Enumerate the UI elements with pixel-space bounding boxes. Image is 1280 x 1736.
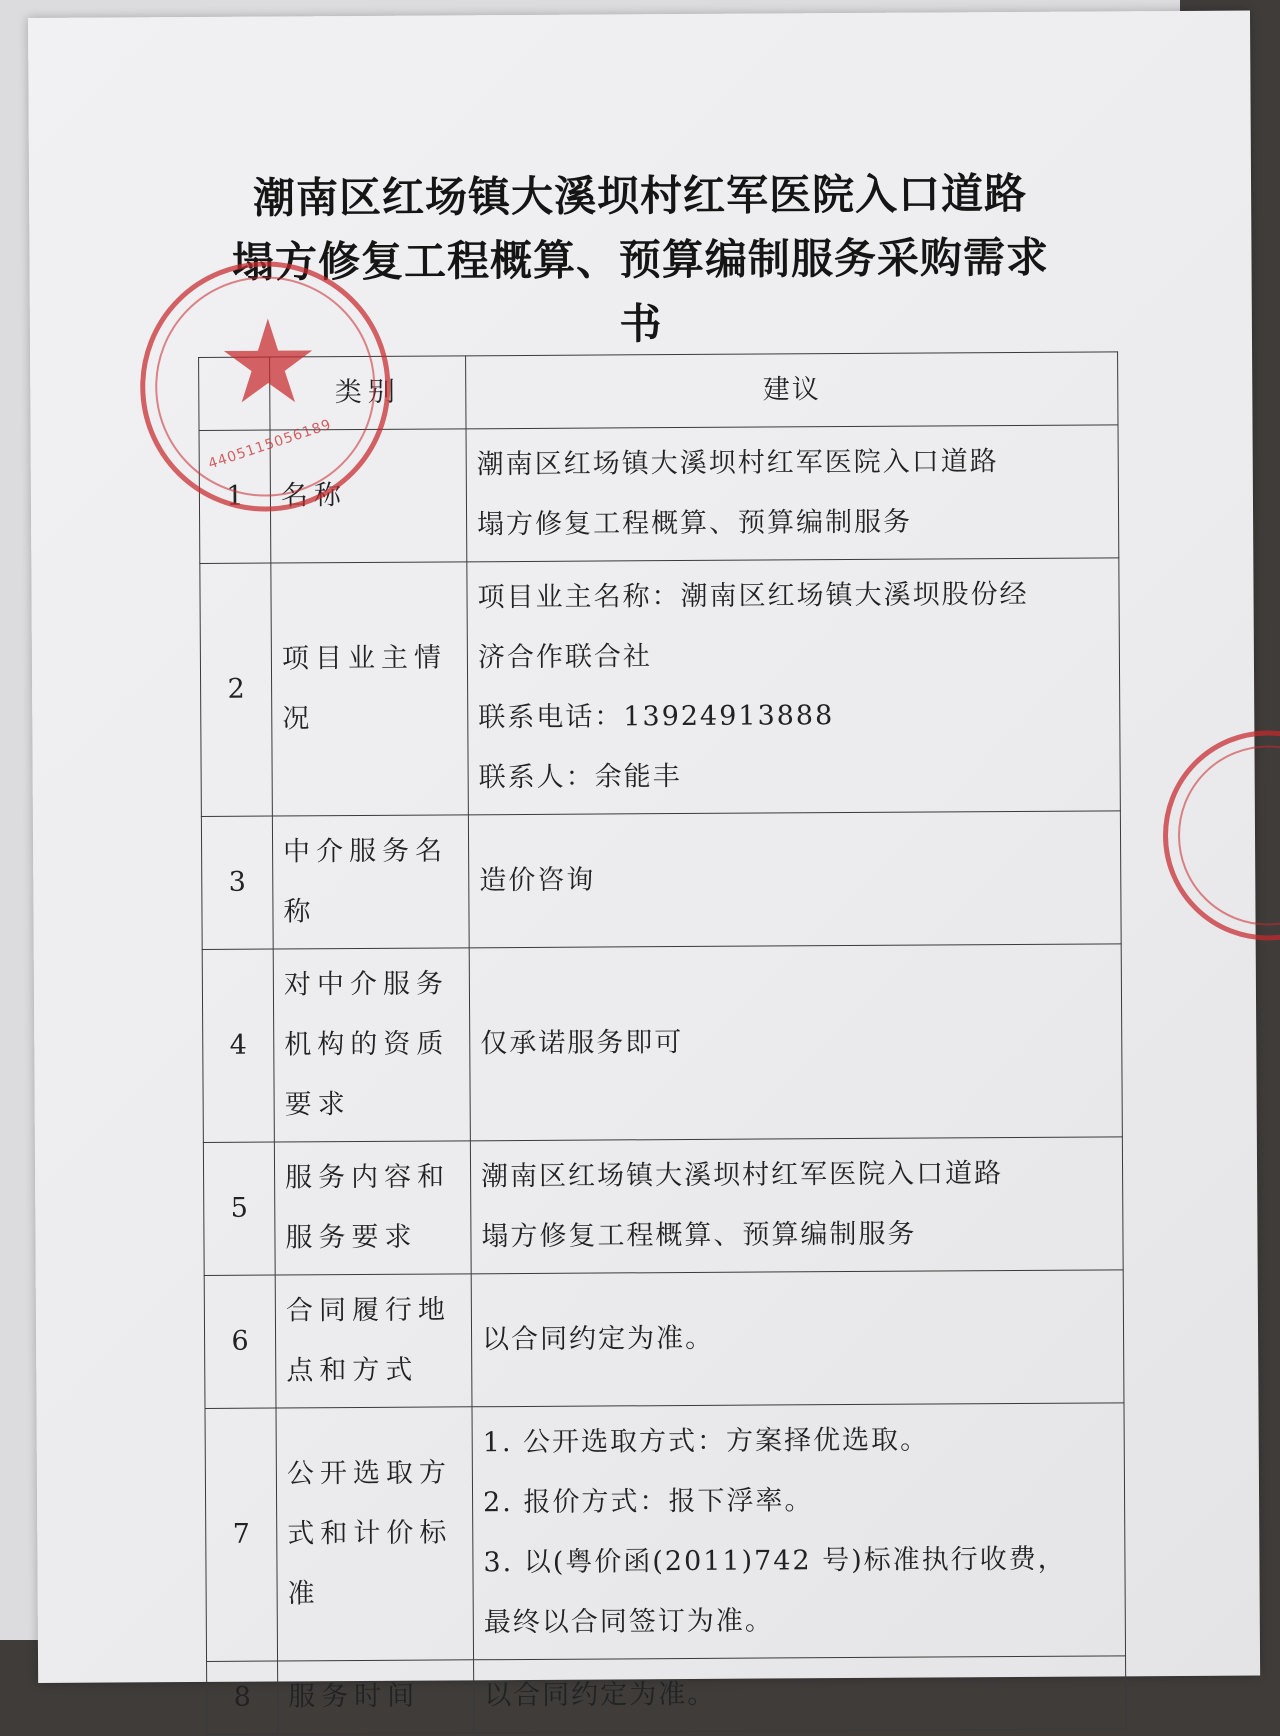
row-suggestion [466, 425, 1119, 562]
row-number: 5 [203, 1142, 275, 1275]
suggestion-line: 造价咨询 [479, 864, 596, 897]
row-category: 服务时间 [278, 1660, 474, 1734]
suggestion-line: 潮南区红场镇大溪坝村红军医院入口道路 [476, 446, 999, 481]
title-line-1: 潮南区红场镇大溪坝村红军医院入口道路 [252, 168, 1028, 223]
row-category: 服务内容和服务要求 [274, 1141, 471, 1275]
table-row [202, 944, 1122, 1143]
suggestion-line: 2. 报价方式：报下浮率。 [482, 1485, 814, 1519]
row-number: 1 [199, 430, 271, 563]
suggestion-line: 潮南区红场镇大溪坝村红军医院入口道路 [480, 1158, 1004, 1193]
row-suggestion [472, 1403, 1126, 1660]
seal-inner-ring [155, 276, 376, 497]
suggestion-line: 以合同约定为准。 [481, 1322, 715, 1356]
title-line-3: 书 [619, 299, 663, 349]
partial-seal-stamp [1162, 730, 1280, 941]
table-row [204, 1270, 1124, 1409]
requirements-table [198, 351, 1126, 1735]
suggestion-line: 最终以合同签订为准。 [483, 1605, 774, 1639]
document-page [28, 11, 1260, 1713]
suggestion-line: 仅承诺服务即可 [480, 1027, 684, 1060]
suggestion-line: 联系电话：13924913888 [478, 700, 835, 734]
row-suggestion [471, 1270, 1124, 1407]
suggestion-line: 1. 公开选取方式：方案择优选取。 [482, 1424, 930, 1459]
seal-code: 4405115056189 [206, 416, 334, 473]
row-category: 公开选取方式和计价标准 [276, 1407, 474, 1661]
row-suggestion [468, 811, 1121, 948]
suggestion-line: 项目业主名称：潮南区红场镇大溪坝股份经 [477, 578, 1029, 614]
title-line-2: 塌方修复工程概算、预算编制服务采购需求 [231, 232, 1050, 287]
row-number: 2 [200, 563, 273, 816]
row-category: 对中介服务机构的资质要求 [273, 948, 470, 1142]
official-seal-stamp [139, 261, 391, 513]
header-category: 类别 [270, 356, 466, 430]
row-suggestion [470, 1137, 1123, 1274]
row-number: 4 [202, 949, 274, 1142]
suggestion-line: 济合作联合社 [477, 641, 653, 674]
row-number: 7 [205, 1408, 278, 1661]
row-category: 合同履行地点和方式 [275, 1274, 472, 1408]
table-row [205, 1403, 1126, 1662]
table-row [203, 1137, 1123, 1276]
row-category: 项目业主情况 [271, 562, 469, 816]
table-row [207, 1656, 1126, 1735]
suggestion-line: 塌方修复工程概算、预算编制服务 [477, 506, 913, 541]
suggestion-line: 塌方修复工程概算、预算编制服务 [481, 1218, 917, 1253]
row-number: 3 [201, 816, 273, 949]
table-row [201, 811, 1121, 950]
suggestion-line: 联系人：余能丰 [478, 761, 682, 794]
row-category: 中介服务名称 [272, 815, 469, 949]
suggestion-line: 以合同约定为准。 [484, 1678, 717, 1712]
row-number: 6 [204, 1275, 276, 1408]
row-suggestion [467, 558, 1121, 815]
row-number: 8 [207, 1661, 278, 1734]
row-suggestion [469, 944, 1122, 1141]
seal-inner-ring [1177, 745, 1280, 926]
table-row [200, 558, 1121, 817]
header-suggestion: 建议 [466, 352, 1118, 429]
row-suggestion [474, 1656, 1126, 1733]
row-category: 名称 [270, 429, 467, 563]
suggestion-line: 3. 以(粤价函(2011)742 号)标准执行收费， [483, 1543, 1067, 1579]
